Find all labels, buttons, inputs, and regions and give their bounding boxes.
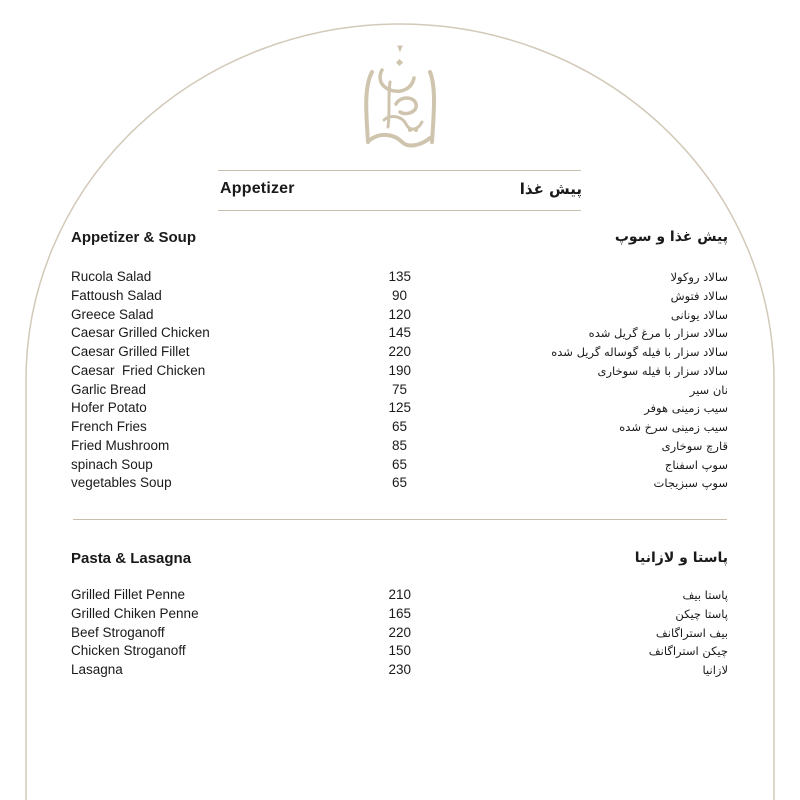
section-header <box>71 550 728 570</box>
item-price: 120 <box>388 306 411 322</box>
menu-item <box>71 642 728 661</box>
menu-item <box>71 661 728 680</box>
item-name: Lasagna <box>71 662 123 677</box>
header-bottom-divider <box>218 210 581 211</box>
item-name: Caesar Fried Chicken <box>71 362 206 378</box>
item-name: Greece Salad <box>71 306 154 322</box>
item-price: 220 <box>388 344 411 359</box>
header-top-divider <box>218 170 581 171</box>
item-name-fa: نان سیر <box>689 382 728 397</box>
section-title-fa: پیش غذا و سوپ <box>614 229 728 245</box>
section-pasta-lasagna <box>71 550 728 680</box>
section-divider <box>73 519 727 520</box>
section-header <box>71 229 728 249</box>
menu-item <box>71 362 728 381</box>
menu-item <box>71 437 728 456</box>
item-name: Fattoush Salad <box>71 287 162 303</box>
item-name: Grilled Fillet Penne <box>71 587 186 602</box>
item-name-fa: بیف استراگانف <box>655 625 728 640</box>
item-price: 75 <box>391 381 407 397</box>
item-price: 165 <box>388 605 411 621</box>
item-price: 145 <box>388 325 411 341</box>
item-name-fa: سالاد سزار با فیله سوخاری <box>597 363 728 378</box>
menu-item <box>71 418 728 437</box>
menu-item <box>71 343 728 362</box>
menu-item <box>71 268 728 287</box>
section-title-en: Pasta & Lasagna <box>71 550 192 567</box>
menu-item <box>71 456 728 475</box>
item-name-fa: قارچ سوخاری <box>661 438 728 453</box>
item-name: Beef Stroganoff <box>71 624 165 640</box>
item-price: 220 <box>388 624 411 640</box>
item-name-fa: سالاد روکولا <box>670 270 728 284</box>
item-name: Hofer Potato <box>71 400 147 416</box>
item-price: 65 <box>391 419 407 434</box>
item-name: vegetables Soup <box>71 475 172 491</box>
item-price: 190 <box>388 362 411 378</box>
item-name: French Fries <box>71 419 147 434</box>
item-price: 90 <box>391 287 407 303</box>
item-name: Chicken Stroganoff <box>71 643 186 659</box>
menu-item <box>71 399 728 418</box>
menu-item <box>71 287 728 306</box>
item-price: 65 <box>391 456 407 472</box>
item-name: Caesar Grilled Chicken <box>71 325 210 341</box>
item-name: spinach Soup <box>71 456 153 472</box>
item-name-fa: چیکن استراگانف <box>648 644 728 659</box>
item-name-fa: سوپ سبزیجات <box>653 476 728 491</box>
menu-list <box>71 268 728 493</box>
section-appetizer-soup <box>71 229 728 493</box>
item-name-fa: سوپ اسفناج <box>664 457 728 472</box>
item-name: Rucola Salad <box>71 269 152 284</box>
menu-item <box>71 381 728 400</box>
menu-item <box>71 324 728 343</box>
item-price: 65 <box>391 475 407 491</box>
item-name: Caesar Grilled Fillet <box>71 344 190 359</box>
menu-item <box>71 474 728 493</box>
item-name-fa: سالاد فتوش <box>670 288 728 303</box>
item-price: 150 <box>388 643 411 659</box>
item-price: 210 <box>388 587 411 602</box>
section-title-en: Appetizer & Soup <box>71 229 197 246</box>
item-name-fa: لازانیا <box>702 663 728 677</box>
item-price: 85 <box>391 437 407 453</box>
item-name: Fried Mushroom <box>71 437 170 453</box>
item-name-fa: سالاد سزار با فیله گوساله گریل شده <box>551 345 728 359</box>
page-title-fa: پیش غذا <box>519 180 582 198</box>
item-name: Grilled Chiken Penne <box>71 605 199 621</box>
item-name-fa: پاستا بیف <box>682 588 728 602</box>
menu-item <box>71 624 728 643</box>
section-title-fa: پاستا و لازانیا <box>634 550 728 566</box>
item-price: 135 <box>388 269 411 284</box>
item-name-fa: سیب زمینی هوفر <box>644 401 728 416</box>
item-name-fa: سیب زمینی سرخ شده <box>619 420 728 434</box>
item-price: 230 <box>388 662 411 677</box>
item-name-fa: سالاد سزار با مرغ گریل شده <box>588 326 728 341</box>
item-name-fa: سالاد یونانی <box>670 307 728 322</box>
item-price: 125 <box>388 400 411 416</box>
item-name-fa: پاستا چیکن <box>675 606 728 621</box>
page-title-en: Appetizer <box>220 180 295 197</box>
menu-item <box>71 586 728 605</box>
menu-item <box>71 306 728 325</box>
menu-item <box>71 605 728 624</box>
calligraphy-logo-icon <box>360 42 440 157</box>
item-name: Garlic Bread <box>71 381 147 397</box>
menu-list <box>71 586 728 680</box>
